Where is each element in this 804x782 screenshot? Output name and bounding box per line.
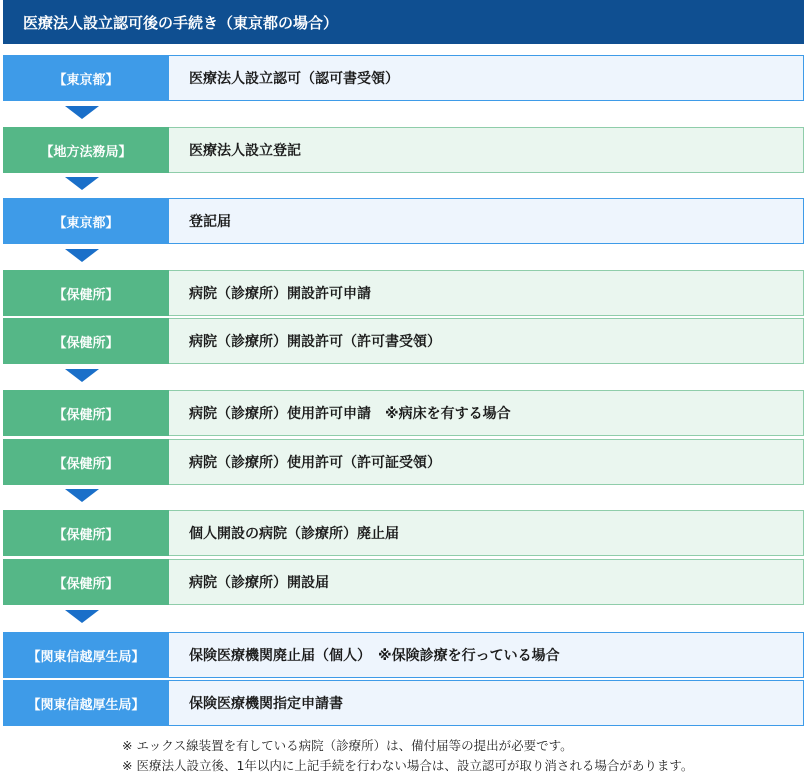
footnote-revocation: ※ 医療法人設立後、1年以内に上記手続を行わない場合は、設立認可が取り消される場合があります。 bbox=[122, 758, 694, 773]
step-agency-label: 【保健所】 bbox=[3, 390, 169, 436]
footnote-xray: ※ エックス線装置を有している病院（診療所）は、備付届等の提出が必要です。 bbox=[122, 738, 573, 753]
step-agency-label: 【保健所】 bbox=[3, 439, 169, 485]
step-description: 病院（診療所）使用許可（許可証受領） bbox=[169, 439, 804, 485]
step-agency-label: 【保健所】 bbox=[3, 318, 169, 364]
down-arrow-icon bbox=[65, 489, 99, 502]
step-legal-affairs-registration bbox=[3, 127, 804, 173]
step-tokyo-incorporation-approval bbox=[3, 55, 804, 101]
step-agency-label: 【保健所】 bbox=[3, 510, 169, 556]
step-health-center-use-permit bbox=[3, 439, 804, 485]
step-agency-label: 【保健所】 bbox=[3, 559, 169, 605]
step-kanto-insurance-designation bbox=[3, 680, 804, 726]
step-description: 保険医療機関廃止届（個人） ※保険診療を行っている場合 bbox=[169, 632, 804, 678]
step-agency-label: 【保健所】 bbox=[3, 270, 169, 316]
step-description: 病院（診療所）開設届 bbox=[169, 559, 804, 605]
step-description: 医療法人設立認可（認可書受領） bbox=[169, 55, 804, 101]
step-description: 病院（診療所）開設許可申請 bbox=[169, 270, 804, 316]
step-agency-label: 【関東信越厚生局】 bbox=[3, 680, 169, 726]
step-description: 登記届 bbox=[169, 198, 804, 244]
down-arrow-icon bbox=[65, 177, 99, 190]
step-description: 保険医療機関指定申請書 bbox=[169, 680, 804, 726]
step-health-center-opening-permit bbox=[3, 318, 804, 364]
step-description: 病院（診療所）使用許可申請 ※病床を有する場合 bbox=[169, 390, 804, 436]
footnotes bbox=[122, 736, 693, 776]
step-health-center-closure-notice bbox=[3, 510, 804, 556]
down-arrow-icon bbox=[65, 369, 99, 382]
down-arrow-icon bbox=[65, 106, 99, 119]
step-agency-label: 【地方法務局】 bbox=[3, 127, 169, 173]
step-description: 個人開設の病院（診療所）廃止届 bbox=[169, 510, 804, 556]
step-description: 医療法人設立登記 bbox=[169, 127, 804, 173]
down-arrow-icon bbox=[65, 610, 99, 623]
step-health-center-opening-application bbox=[3, 270, 804, 316]
step-health-center-opening-notice bbox=[3, 559, 804, 605]
step-agency-label: 【東京都】 bbox=[3, 198, 169, 244]
step-agency-label: 【東京都】 bbox=[3, 55, 169, 101]
step-agency-label: 【関東信越厚生局】 bbox=[3, 632, 169, 678]
down-arrow-icon bbox=[65, 249, 99, 262]
step-tokyo-registration-notice bbox=[3, 198, 804, 244]
step-health-center-use-application bbox=[3, 390, 804, 436]
step-kanto-insurance-closure bbox=[3, 632, 804, 678]
step-description: 病院（診療所）開設許可（許可書受領） bbox=[169, 318, 804, 364]
diagram-title: 医療法人設立認可後の手続き（東京都の場合） bbox=[3, 0, 804, 44]
